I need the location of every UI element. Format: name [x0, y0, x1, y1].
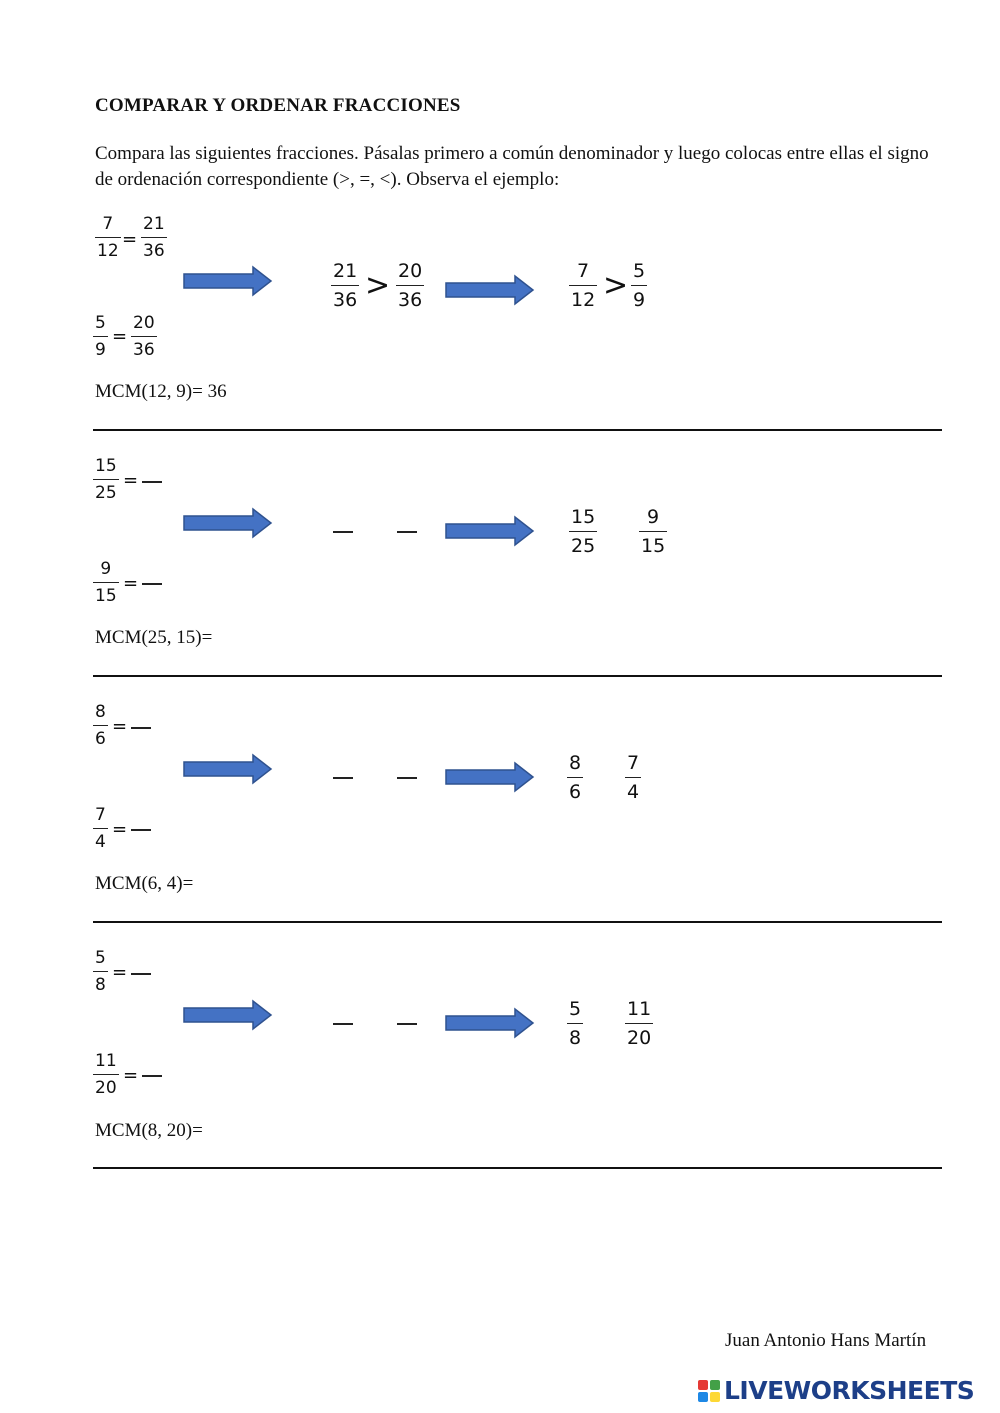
equals-sign: = [122, 229, 138, 250]
answer-blank[interactable] [397, 1023, 417, 1025]
divider [93, 429, 942, 431]
fraction: 21 36 [143, 214, 165, 261]
liveworksheets-logo[interactable] [698, 1376, 974, 1405]
equals-sign: = [123, 1065, 139, 1086]
divider [93, 675, 942, 677]
worksheet-title: COMPARAR Y ORDENAR FRACCIONES [95, 95, 461, 116]
author-name: Juan Antonio Hans Martín [725, 1330, 927, 1351]
answer-blank[interactable] [131, 973, 151, 975]
equals-sign: = [112, 716, 128, 737]
right-arrow-icon [183, 753, 273, 785]
fraction: 7 4 [95, 805, 106, 852]
fraction: 5 9 [95, 313, 106, 360]
fraction: 9 15 [95, 559, 117, 606]
answer-blank[interactable] [333, 531, 353, 533]
right-arrow-icon [445, 515, 535, 547]
answer-blank[interactable] [397, 777, 417, 779]
liveworksheets-logo-icon [698, 1380, 720, 1402]
fraction: 11 20 [627, 998, 652, 1049]
answer-blank[interactable] [142, 583, 162, 585]
greater-than-sign: > [603, 268, 629, 303]
right-arrow-icon [445, 1007, 535, 1039]
mcm-label: MCM(12, 9)= 36 [95, 381, 227, 402]
fraction: 7 4 [627, 752, 640, 803]
fraction: 5 9 [633, 260, 646, 311]
answer-blank[interactable] [333, 777, 353, 779]
answer-blank[interactable] [397, 531, 417, 533]
answer-blank[interactable] [131, 727, 151, 729]
answer-blank[interactable] [131, 829, 151, 831]
answer-blank[interactable] [333, 1023, 353, 1025]
right-arrow-icon [445, 274, 535, 306]
instructions-text: Compara las siguientes fracciones. Pásalas primero a común denominador y luego colocas entre ellas el signo de ordenación correspondiente (>, =, <). Observa el ejemplo: [95, 143, 929, 190]
answer-blank[interactable] [142, 481, 162, 483]
fraction: 5 8 [569, 998, 582, 1049]
divider [93, 921, 942, 923]
logo-text: LIVEWORKSHEETS [724, 1376, 975, 1405]
equals-sign: = [123, 573, 139, 594]
fraction: 15 25 [95, 456, 117, 503]
fraction: 15 25 [571, 506, 596, 557]
right-arrow-icon [183, 507, 273, 539]
fraction: 11 20 [95, 1051, 117, 1098]
divider [93, 1167, 942, 1169]
right-arrow-icon [183, 265, 273, 297]
answer-blank[interactable] [142, 1075, 162, 1077]
right-arrow-icon [183, 999, 273, 1031]
fraction: 7 12 [97, 214, 119, 261]
equals-sign: = [112, 326, 128, 347]
fraction: 5 8 [95, 948, 106, 995]
mcm-label: MCM(8, 20)= [95, 1120, 203, 1141]
fraction: 20 36 [398, 260, 423, 311]
fraction: 9 15 [641, 506, 666, 557]
equals-sign: = [112, 819, 128, 840]
greater-than-sign: > [365, 268, 391, 303]
fraction: 20 36 [133, 313, 155, 360]
mcm-label: MCM(6, 4)= [95, 873, 194, 894]
equals-sign: = [123, 470, 139, 491]
equals-sign: = [112, 962, 128, 983]
fraction: 21 36 [333, 260, 358, 311]
mcm-label: MCM(25, 15)= [95, 627, 213, 648]
right-arrow-icon [445, 761, 535, 793]
fraction: 8 6 [569, 752, 582, 803]
fraction: 7 12 [571, 260, 596, 311]
fraction: 8 6 [95, 702, 106, 749]
